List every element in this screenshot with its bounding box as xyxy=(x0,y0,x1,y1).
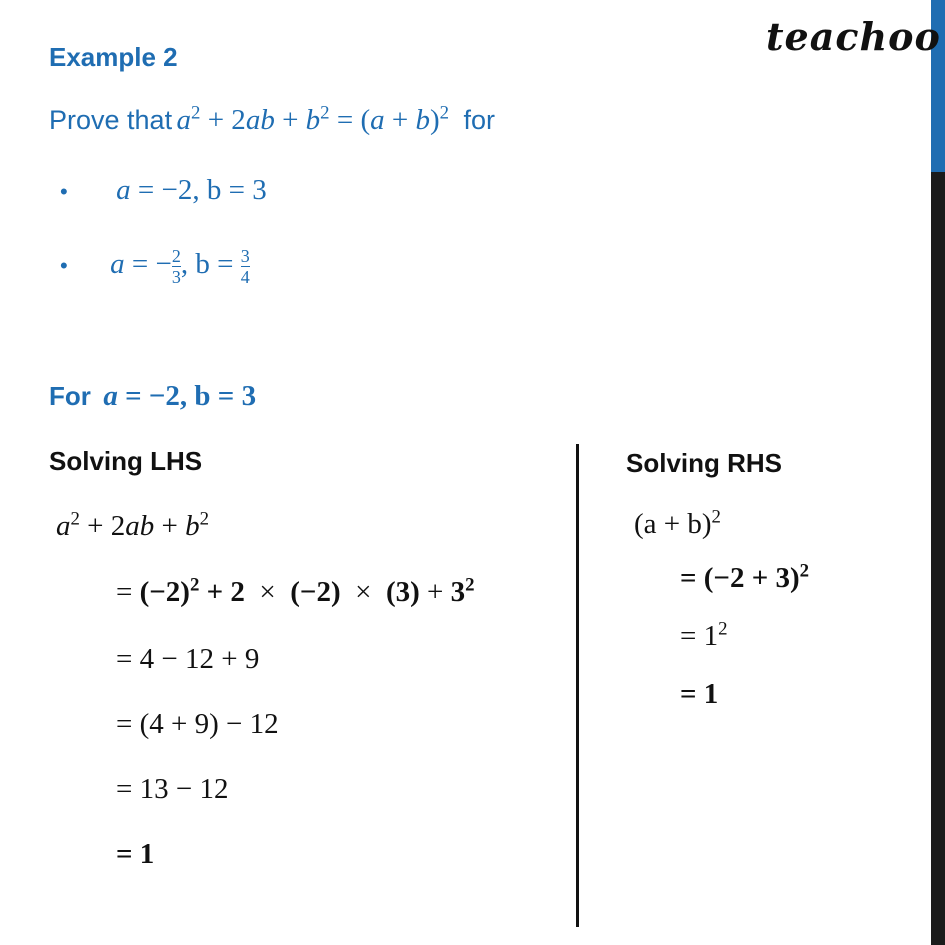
example-title: Example 2 xyxy=(49,42,178,72)
prove-prefix: Prove that xyxy=(49,105,173,135)
condition-2 xyxy=(60,246,250,287)
bullet-dot: • xyxy=(60,253,68,279)
case-for-word: For xyxy=(49,381,91,411)
rhs-step-2: = $1^2$ xyxy=(680,618,728,652)
for-word: for xyxy=(463,105,496,135)
lhs-step-1: = 4 − 12 + 9 xyxy=(116,643,260,675)
rhs-heading: Solving RHS xyxy=(626,448,783,478)
condition-1-math: a = −2, b = 3 xyxy=(116,174,267,206)
lhs-step-result: = 1 xyxy=(116,838,155,870)
lhs-step-substitution: = $(-2)^2 + 2 \times (-2) \times (3) + 3^2$ xyxy=(116,574,475,608)
lhs-heading: Solving LHS xyxy=(49,446,203,476)
rhs-expression: $(a + b)^2$ xyxy=(634,506,721,540)
lhs-step-2: = (4 + 9) − 12 xyxy=(116,708,279,740)
rhs-step-1: = $(-2 + 3)^2$ xyxy=(680,560,810,594)
condition-1 xyxy=(60,174,267,207)
teachoo-logo: teachoo xyxy=(766,14,941,59)
identity: $a^2 + 2ab + b^2 = (a + b)^2$ xyxy=(176,102,450,136)
bullet-dot: • xyxy=(60,179,68,204)
rhs-step-result: = 1 xyxy=(680,678,719,710)
lhs-expression: $a^2 + 2ab + b^2$ xyxy=(56,508,210,542)
lhs-step-3: = 13 − 12 xyxy=(116,773,229,805)
case-values: a = −2, b = 3 xyxy=(103,380,257,412)
problem-statement xyxy=(49,104,495,137)
condition-2-math: a = − $\frac{2}{3}$ , b = $\frac{3}{4}$ xyxy=(110,246,250,287)
column-divider xyxy=(576,444,579,927)
case-heading xyxy=(49,380,256,413)
right-sidebar-bar xyxy=(931,0,945,945)
